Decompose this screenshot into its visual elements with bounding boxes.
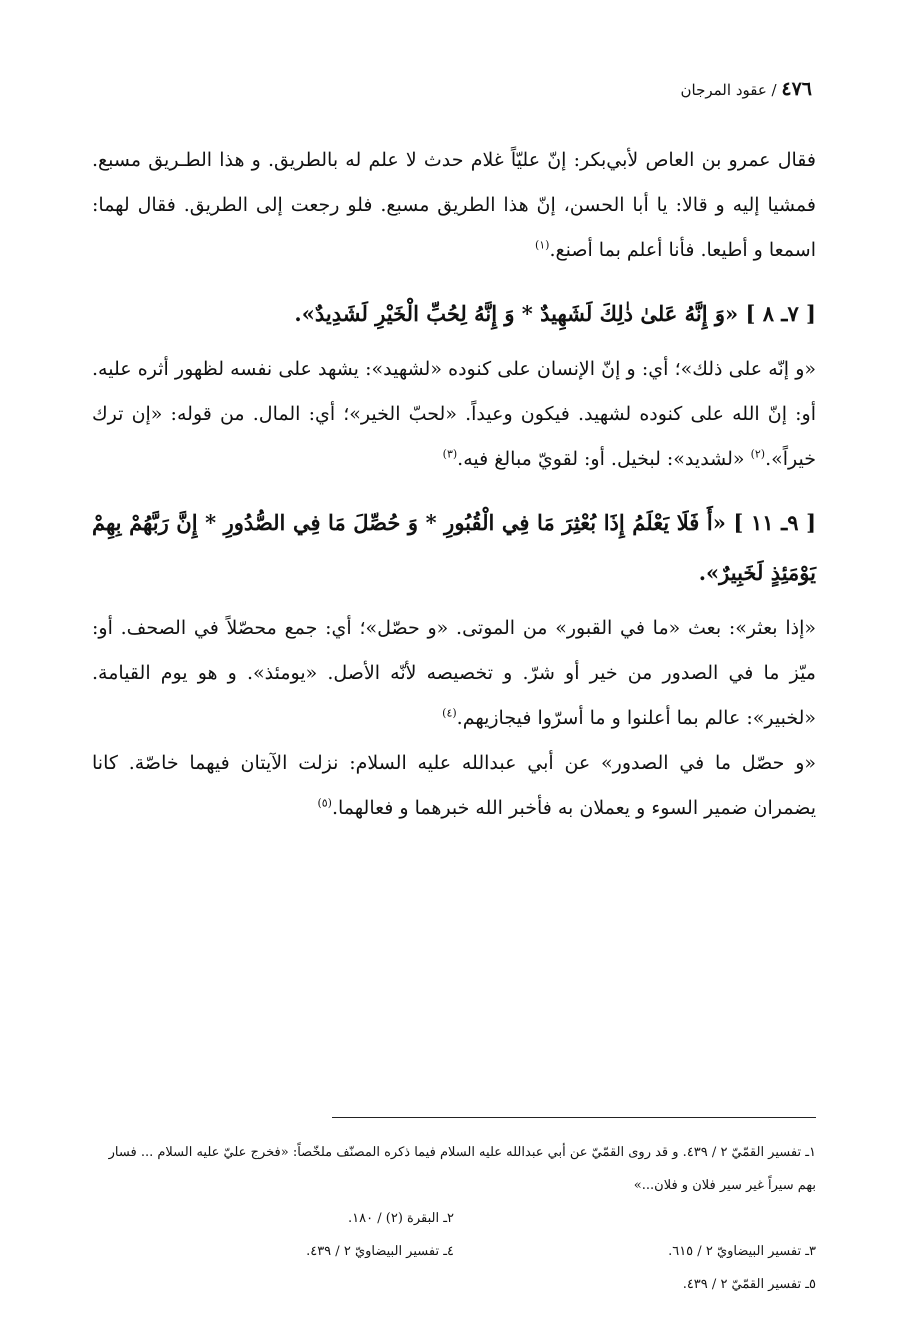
footnote-ref-5: (٥) bbox=[317, 796, 332, 810]
verse-9-11: [ ٩ـ ١١ ] «أَ فَلَا يَعْلَمُ إِذَا بُعْثِرَ مَا فِي الْقُبُورِ * وَ حُصِّلَ مَا فِي الصُّدُورِ * إِنَّ رَبَّهُمْ بِهِمْ يَوْمَئِذٍ لَخَبِيرٌ». bbox=[92, 510, 817, 585]
footnote-ref-4: (٤) bbox=[442, 706, 457, 720]
paragraph-text: «و إنّه على ذلك»؛ أي: و إنّ الإنسان على كنوده «لشهيد»: يشهد على نفسه لظهور أثره عليه. أو: إنّ الله على كنوده لشهيد. فيكون وعيداً. «لحبّ الخير»؛ أي: المال. من قوله: «إن ترك خيراً». bbox=[92, 358, 816, 470]
page-number: ٤٧٦ bbox=[781, 78, 812, 100]
paragraph-text: «و حصّل ما في الصدور» عن أبي عبدالله عليه السلام: نزلت الآيتان فيهما خاصّة. كانا يضمران ضمير السوء و يعملان به فأخبر الله خبرهما و فعالهما. bbox=[92, 752, 816, 819]
running-header bbox=[92, 78, 812, 101]
footnote-1: ١ـ تفسير القمّيّ ٢ / ٤٣٩. و قد روى القمّيّ عن أبي عبدالله عليه السلام فيما ذكره المصنّف ملخّصاً: «فخرج عليّ عليه السلام ... فسار بهم سيراً غير سير فلان و فلان...» bbox=[108, 1145, 816, 1193]
paragraph-1 bbox=[92, 138, 816, 273]
paragraph-2 bbox=[92, 347, 816, 482]
paragraph-3 bbox=[92, 606, 816, 741]
main-text bbox=[92, 138, 816, 831]
header-separator: / bbox=[766, 81, 782, 99]
footnotes bbox=[92, 1136, 816, 1301]
paragraph-text: فقال عمرو بن العاص لأبي‌بكر: إنّ عليّاً غلام حدث لا علم له بالطريق. و هذا الطـريق مسبع. فمشيا إليه و قالا: يا أبا الحسن، إنّ هذا الطريق مسبع. فلو رجعت إلى الطريق. فقال لهما: اسمعا و أطيعا. فأنا أعلم بما أصنع. bbox=[92, 149, 816, 261]
footnote-3: ٣ـ تفسير البيضاويّ ٢ / ٦١٥. bbox=[668, 1244, 816, 1259]
footnote-row bbox=[92, 1235, 816, 1268]
footnote-4: ٤ـ تفسير البيضاويّ ٢ / ٤٣٩. bbox=[306, 1244, 454, 1259]
footnote-2: ٢ـ البقرة (٢) / ١٨٠. bbox=[348, 1211, 454, 1226]
footnote-ref-3: (٣) bbox=[442, 447, 458, 461]
footnote-row bbox=[92, 1202, 816, 1235]
footnote-divider bbox=[332, 1117, 816, 1118]
paragraph-text: «لشديد»: لبخيل. أو: لقويّ مبالغ فيه. bbox=[457, 448, 751, 470]
footnote-5: ٥ـ تفسير القمّيّ ٢ / ٤٣٩. bbox=[682, 1277, 816, 1292]
verse-7-8: [ ٧ـ ٨ ] «وَ إِنَّهُ عَلىٰ ذٰلِكَ لَشَهِيدٌ * وَ إِنَّهُ لِحُبِّ الْخَيْرِ لَشَدِيدٌ». bbox=[294, 301, 816, 326]
paragraph-4 bbox=[92, 741, 816, 831]
book-title: عقود المرجان bbox=[680, 81, 767, 99]
paragraph-text: «إذا بعثر»: بعث «ما في القبور» من الموتى. «و حصّل»؛ أي: جمع محصّلاً في الصحف. أو: ميّز ما في الصدور من خير أو شرّ. و تخصيصه لأنّه الأصل. «يومئذ». و هو يوم القيامة. «لخبير»: عالم بما أعلنوا و ما أسرّوا فيجازيهم. bbox=[92, 617, 816, 729]
footnote-ref-2: (٢) bbox=[750, 447, 766, 461]
footnote-ref-1: (١) bbox=[534, 238, 550, 252]
